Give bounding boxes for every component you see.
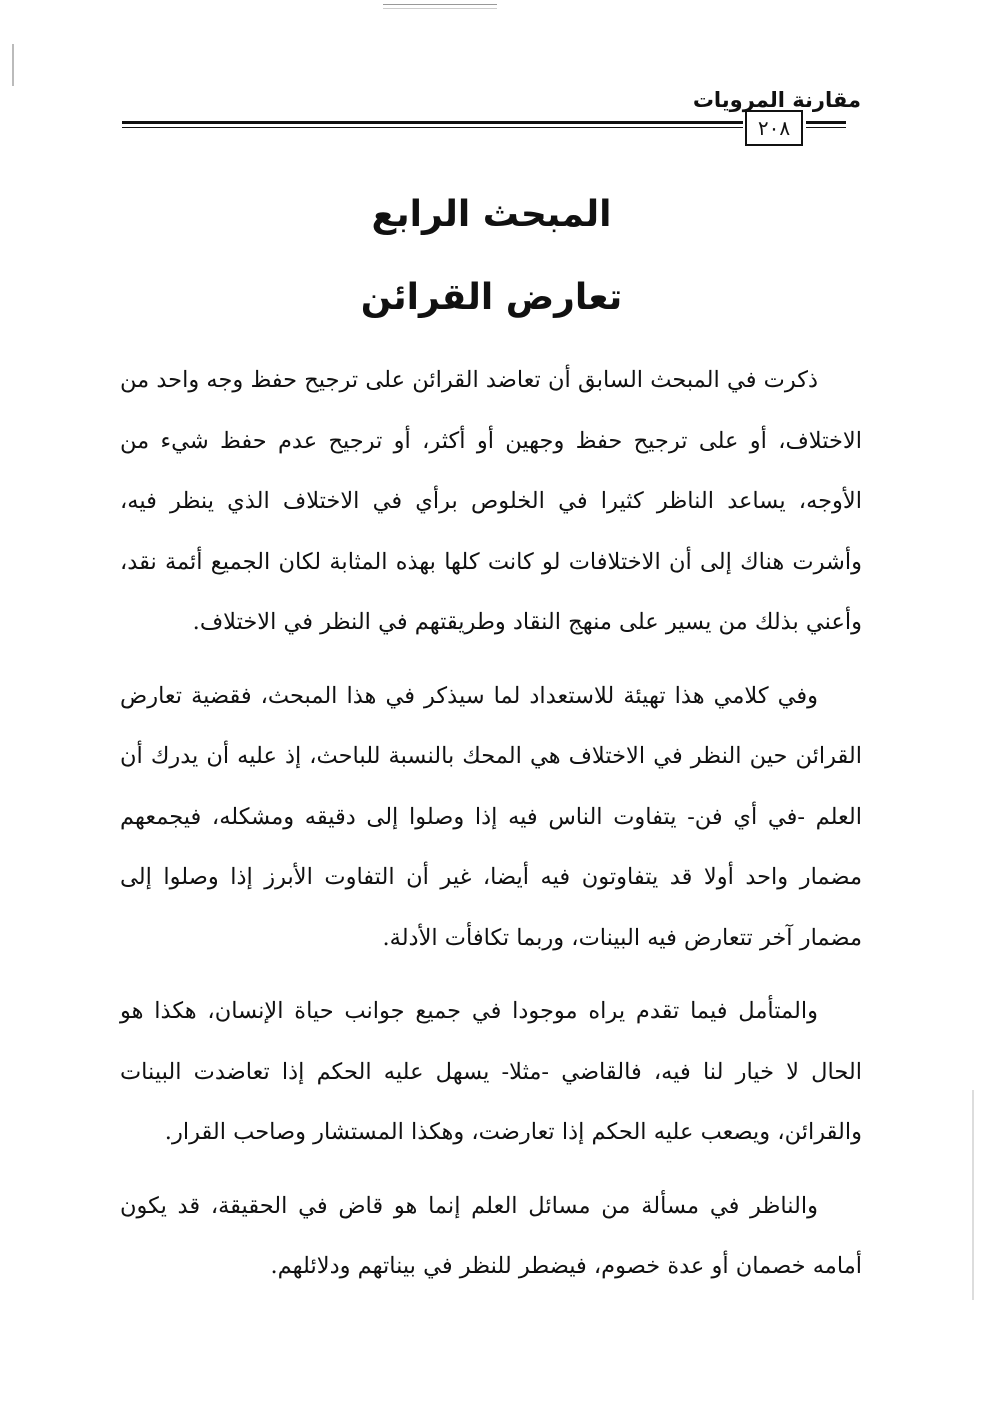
running-title: مقارنة المرويات — [692, 88, 861, 112]
header-rule-thin — [122, 127, 743, 128]
scan-margin-mark — [12, 44, 14, 86]
paragraph: ذكرت في المبحث السابق أن تعاضد القرائن على ترجيح حفظ وجه واحد من الاختلاف، أو على ترجيح حفظ وجهين أو أكثر، أو ترجيح عدم حفظ شيء من الأوجه، يساعد الناظر كثيرا في الخلوص برأي في الاختلاف الذي ينظر فيه، وأشرت هناك إلى أن الاختلافات لو كانت كلها بهذه المثابة لكان الجميع أئمة نقد، وأعني بذلك من يسير على منهج النقاد وطريقتهم في النظر في الاختلاف. — [120, 367, 862, 635]
scan-top-rule-secondary — [383, 8, 497, 9]
scan-top-rule — [383, 4, 497, 5]
page-number: ٢٠٨ — [745, 110, 803, 146]
header-rule-right-thin — [806, 127, 846, 128]
body-text — [120, 350, 862, 1310]
paragraph: والمتأمل فيما تقدم يراه موجودا في جميع جوانب حياة الإنسان، هكذا هو الحال لا خيار لنا فيه، فالقاضي -مثلا- يسهل عليه الحكم إذا تعاضدت البينات والقرائن، ويصعب عليه الحكم إذا تعارضت، وهكذا المستشار وصاحب القرار. — [120, 998, 862, 1145]
section-subtitle: تعارض القرائن — [360, 277, 623, 318]
section-title: المبحث الرابع — [371, 194, 612, 235]
scan-right-margin-line — [972, 1090, 974, 1300]
paragraph: وفي كلامي هذا تهيئة للاستعداد لما سيذكر في هذا المبحث، فقضية تعارض القرائن حين النظر في الاختلاف هي المحك بالنسبة للباحث، إذ عليه أن يدرك أن العلم -في أي فن- يتفاوت الناس فيه إذا وصلوا إلى دقيقه ومشكله، فيجمعهم مضمار واحد أولا قد يتفاوتون فيه أيضا، غير أن التفاوت الأبرز إذا وصلوا إلى مضمار آخر تتعارض فيه البينات، وربما تكافأت الأدلة. — [120, 682, 862, 951]
header-rule — [122, 121, 743, 124]
header-rule-right — [806, 121, 846, 124]
paragraph: والناظر في مسألة من مسائل العلم إنما هو قاض في الحقيقة، قد يكون أمامه خصمان أو عدة خصوم، فيضطر للنظر في بيناتهم ودلائلهم. — [120, 1192, 862, 1279]
